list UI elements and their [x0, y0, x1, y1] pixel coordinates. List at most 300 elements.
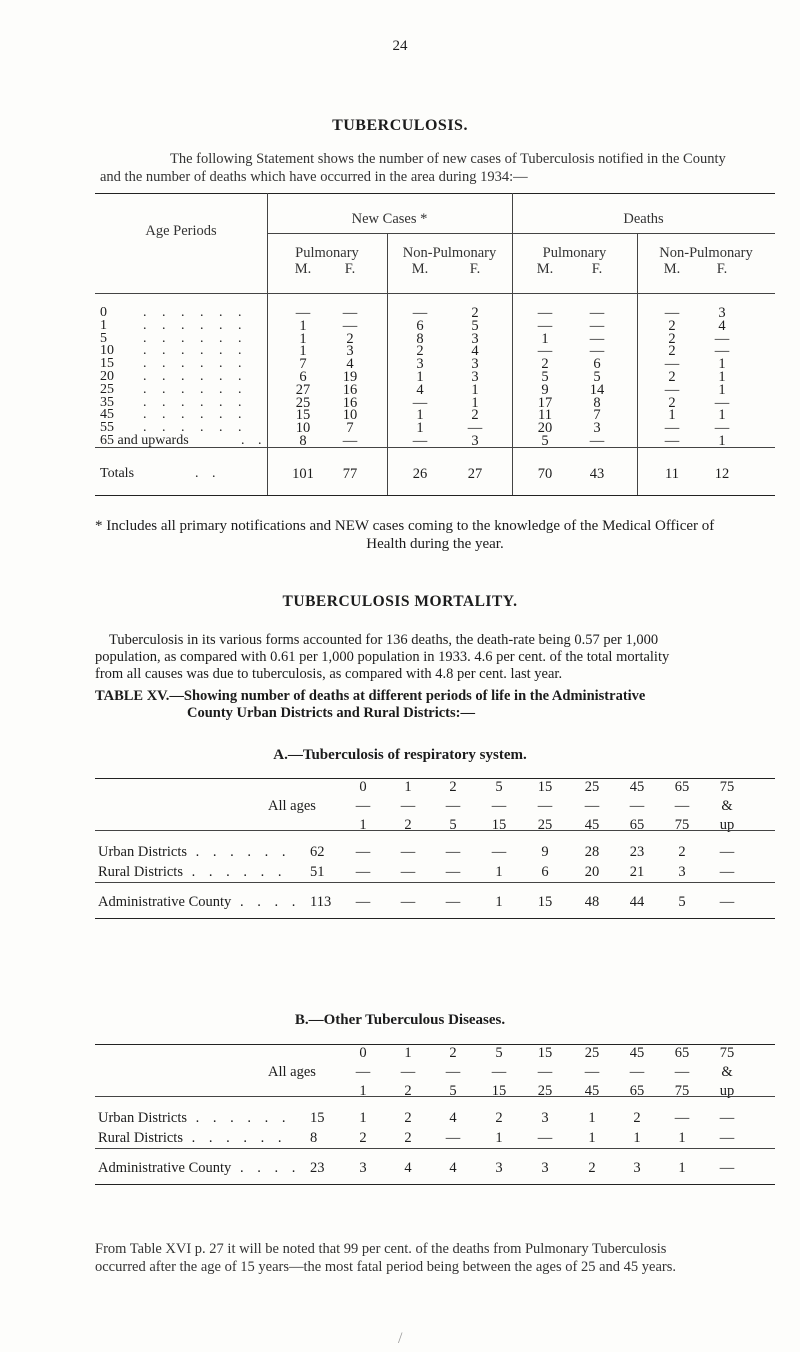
- table-cell: 6: [299, 369, 307, 385]
- table-cell: 9: [541, 844, 549, 860]
- page-number: 24: [392, 38, 408, 54]
- table-cell: 1: [299, 317, 307, 334]
- age-column-header: 75: [674, 817, 690, 833]
- district-label: [98, 1110, 291, 1127]
- table-cell: 2: [633, 1110, 641, 1126]
- table-cell: —: [400, 844, 416, 860]
- table-cell: 2: [416, 343, 424, 360]
- table-a-title: A.—Tuberculosis of respiratory system.: [273, 747, 527, 763]
- sex-header: M.: [411, 261, 429, 277]
- table-cell: —: [412, 305, 428, 321]
- table-cell: 2: [668, 317, 676, 334]
- table-cell: 15: [295, 407, 311, 424]
- table-cell: 1: [495, 1130, 503, 1146]
- table-cell: 2: [471, 305, 479, 321]
- table-bottom-rule: [95, 918, 775, 919]
- county-name: Administrative County: [98, 894, 232, 910]
- table-cell: —: [664, 356, 680, 373]
- intro-paragraph: [100, 150, 760, 186]
- table-cell: —: [714, 330, 730, 347]
- table-cell: 1: [299, 330, 307, 347]
- table-cell: 27: [295, 381, 311, 398]
- age-column-header: 15: [537, 779, 553, 795]
- mortality-line-2: population, as compared with 0.61 per 1,000 population in 1933. 4.6 per cent. of the total mortality: [95, 649, 670, 665]
- table-cell: —: [355, 864, 371, 880]
- table-cell: 2: [668, 330, 676, 347]
- table-cell: —: [719, 1130, 735, 1146]
- table-cell: 1: [471, 394, 479, 411]
- age-period-label: 10: [100, 343, 114, 359]
- age-column-header: 25: [537, 817, 553, 833]
- table-cell: 8: [416, 330, 424, 347]
- age-column-header: —: [629, 798, 645, 814]
- table-cell: 1: [633, 1130, 641, 1146]
- age-column-header: —: [355, 1064, 371, 1080]
- table-cell: —: [719, 1160, 735, 1176]
- sex-header: M.: [663, 261, 681, 277]
- table-cell: 48: [584, 894, 600, 910]
- age-column-header: 45: [584, 817, 600, 833]
- age-period-label: 5: [100, 330, 107, 346]
- table-cell: —: [445, 864, 461, 880]
- table-cell: —: [537, 343, 553, 360]
- table-cell: —: [664, 420, 680, 437]
- table-cell: 1: [718, 369, 726, 385]
- totals-cell: 11: [665, 466, 679, 482]
- table-cell: —: [589, 330, 605, 347]
- column-rule: [637, 233, 638, 495]
- column-rule: [387, 233, 388, 495]
- table-cell: —: [400, 864, 416, 880]
- age-column-header: —: [584, 798, 600, 814]
- age-column-header: 0: [359, 779, 367, 795]
- header-bottom-rule: [95, 830, 775, 831]
- table-cell: —: [342, 433, 358, 449]
- dot-leader: . . . . . .: [143, 330, 248, 346]
- table-cell: 11: [538, 407, 552, 424]
- dot-leader: . . . . . .: [143, 305, 248, 320]
- table-cell: 1: [588, 1110, 596, 1126]
- column-rule: [512, 193, 513, 495]
- age-period-label: 45: [100, 407, 114, 423]
- table-cell: 3: [541, 1160, 549, 1176]
- table-cell: 2: [588, 1160, 596, 1176]
- table-cell: 3: [541, 1110, 549, 1126]
- table-cell: —: [412, 433, 428, 449]
- table-cell: —: [719, 894, 735, 910]
- age-column-header: —: [584, 1064, 600, 1080]
- sub-header: Non-Pulmonary: [659, 245, 753, 261]
- table-top-rule: [95, 193, 775, 194]
- age-column-header: —: [400, 798, 416, 814]
- pencil-mark: /: [398, 1330, 403, 1347]
- table-cell: 15: [537, 894, 553, 910]
- table-cell: 2: [668, 343, 676, 360]
- table-cell: 5: [471, 317, 479, 334]
- table-cell: 3: [495, 1160, 503, 1176]
- table-cell: —: [664, 305, 680, 321]
- table-cell: —: [719, 1110, 735, 1126]
- all-ages-value: 62: [310, 844, 325, 860]
- table-cell: —: [589, 305, 605, 321]
- table-cell: 2: [495, 1110, 503, 1126]
- table-b: [95, 1044, 775, 1194]
- district-name: Rural Districts: [98, 864, 183, 880]
- age-period-label: 20: [100, 369, 114, 384]
- age-period-label: 1: [100, 317, 107, 333]
- totals-cell: 27: [467, 466, 483, 482]
- totals-cell: 70: [537, 466, 553, 482]
- totals-cell: 43: [589, 466, 605, 482]
- age-column-header: —: [445, 798, 461, 814]
- age-column-header: —: [629, 1064, 645, 1080]
- table-cell: 3: [471, 369, 479, 385]
- table-cell: 3: [359, 1160, 367, 1176]
- table-cell: 5: [541, 369, 549, 385]
- table-cell: —: [589, 433, 605, 449]
- table-cell: 3: [346, 343, 354, 360]
- deaths-header: Deaths: [623, 211, 664, 227]
- table-cell: 2: [346, 330, 354, 347]
- header-bottom-rule: [95, 293, 775, 294]
- table-cell: 9: [541, 381, 549, 398]
- footnote-line-2: Health during the year.: [366, 536, 504, 552]
- mortality-line-3: from all causes was due to tuberculosis, as compared with 4.8 per cent. last year.: [95, 666, 563, 682]
- table-cell: —: [537, 317, 553, 334]
- table-cell: —: [664, 433, 680, 449]
- age-column-header: 1: [404, 1045, 412, 1061]
- age-period-label: 0: [100, 305, 107, 320]
- header-divider: [267, 233, 775, 234]
- table-cell: 7: [299, 356, 307, 373]
- table-cell: 2: [404, 1110, 412, 1126]
- table-cell: —: [445, 1130, 461, 1146]
- table-xv-line-1: TABLE XV.—Showing number of deaths at different periods of life in the Administrative: [95, 688, 646, 704]
- district-name: Rural Districts: [98, 1130, 183, 1146]
- all-ages-value: 113: [310, 894, 332, 910]
- table-cell: 5: [541, 433, 549, 449]
- table-cell: 1: [718, 433, 726, 449]
- table-cell: 17: [537, 394, 553, 411]
- dot-leader: . . . . . .: [143, 356, 248, 372]
- age-column-header: 1: [359, 1083, 367, 1099]
- table-cell: 2: [471, 407, 479, 424]
- table-cell: 4: [471, 343, 479, 360]
- table-bottom-rule: [95, 1184, 775, 1185]
- age-column-header: 15: [537, 1045, 553, 1061]
- age-column-header: 1: [359, 817, 367, 833]
- table-cell: 7: [593, 407, 601, 424]
- footnote-line-1: * Includes all primary notifications and NEW cases coming to the knowledge of the Medical Officer of: [95, 518, 715, 534]
- closing-line-1: From Table XVI p. 27 it will be noted that 99 per cent. of the deaths from Pulmonary Tuberculosis: [95, 1241, 667, 1257]
- table-cell: 28: [584, 844, 600, 860]
- table-cell: 1: [416, 369, 424, 385]
- age-period-label: 35: [100, 394, 114, 410]
- table-cell: 4: [404, 1160, 412, 1176]
- dot-leader: . . . . . .: [143, 381, 248, 397]
- dot-leader: . . . . . .: [143, 317, 248, 333]
- table-bottom-rule: [95, 495, 775, 496]
- dot-leader: . .: [195, 466, 221, 481]
- table-cell: 1: [541, 330, 549, 347]
- table-cell: 2: [668, 369, 676, 385]
- age-column-header: &: [721, 798, 733, 814]
- table-a: [95, 778, 775, 928]
- table-cell: 3: [633, 1160, 641, 1176]
- table-cell: 4: [449, 1110, 457, 1126]
- age-column-header: 5: [495, 779, 503, 795]
- table-cell: —: [714, 343, 730, 360]
- footnote: [95, 517, 775, 553]
- table-cell: —: [674, 1110, 690, 1126]
- county-label: [98, 1160, 300, 1177]
- table-cell: 6: [541, 864, 549, 880]
- age-column-header: 0: [359, 1045, 367, 1061]
- totals-cell: 12: [714, 466, 730, 482]
- table-cell: 1: [416, 420, 424, 437]
- table-cell: 25: [295, 394, 311, 411]
- age-column-header: 15: [491, 1083, 507, 1099]
- dot-leader: . .: [241, 433, 267, 448]
- age-column-header: 65: [629, 1083, 645, 1099]
- age-column-header: —: [445, 1064, 461, 1080]
- age-column-header: —: [355, 798, 371, 814]
- closing-line-2: occurred after the age of 15 years—the most fatal period being between the ages of 25 and 45 years.: [95, 1259, 676, 1275]
- dot-leader: . . . . . .: [143, 407, 248, 423]
- table-cell: —: [445, 894, 461, 910]
- age-column-header: 1: [404, 779, 412, 795]
- table-cell: 1: [678, 1130, 686, 1146]
- age-column-header: —: [491, 1064, 507, 1080]
- table-cell: 1: [471, 381, 479, 398]
- table-cell: 1: [588, 1130, 596, 1146]
- table-cell: 1: [299, 343, 307, 360]
- mortality-line-1: [95, 632, 785, 649]
- dot-leader: . . . . . .: [182, 864, 287, 880]
- table-cell: —: [355, 894, 371, 910]
- intro-line-2: and the number of deaths which have occurred in the area during 1934:—: [100, 169, 528, 185]
- age-column-header: —: [537, 1064, 553, 1080]
- table-cell: 8: [593, 394, 601, 411]
- table-cell: 1: [668, 407, 676, 424]
- district-label: [98, 1130, 286, 1147]
- table-cell: 1: [416, 407, 424, 424]
- subtotal-rule: [95, 1148, 775, 1149]
- table-cell: —: [714, 394, 730, 411]
- table-cell: 4: [449, 1160, 457, 1176]
- age-column-header: 2: [404, 817, 412, 833]
- table-cell: 1: [678, 1160, 686, 1176]
- dot-leader: . . . . . .: [182, 1130, 287, 1146]
- notifications-table: [95, 193, 775, 497]
- age-column-header: up: [719, 1083, 735, 1099]
- age-column-header: 2: [404, 1083, 412, 1099]
- age-period-label: 15: [100, 356, 114, 372]
- sub-header: Pulmonary: [295, 245, 359, 261]
- sex-header: M.: [294, 261, 312, 277]
- age-column-header: 75: [719, 1045, 735, 1061]
- district-label: [98, 864, 286, 881]
- table-cell: —: [714, 420, 730, 437]
- table-cell: 16: [342, 394, 358, 411]
- mortality-line-1-text: Tuberculosis in its various forms accounted for 136 deaths, the death-rate being 0.57 per 1,000: [109, 632, 659, 648]
- totals-cell: 101: [292, 466, 314, 482]
- age-column-header: —: [537, 798, 553, 814]
- table-cell: 4: [718, 317, 726, 334]
- section-title: TUBERCULOSIS.: [332, 117, 468, 134]
- all-ages-value: 23: [310, 1160, 325, 1176]
- age-column-header: 75: [674, 1083, 690, 1099]
- table-cell: 3: [416, 356, 424, 373]
- sub-header: Pulmonary: [542, 245, 607, 261]
- age-period-label: 65 and upwards: [100, 433, 189, 448]
- county-label: [98, 894, 300, 911]
- table-cell: 6: [593, 356, 601, 373]
- age-column-header: —: [491, 798, 507, 814]
- table-cell: 14: [589, 381, 605, 398]
- all-ages-header: All ages: [268, 1064, 316, 1080]
- table-cell: —: [664, 381, 680, 398]
- sex-header: F.: [344, 261, 356, 277]
- table-cell: —: [295, 305, 311, 321]
- table-xv-line-2: County Urban Districts and Rural Districts:—: [187, 705, 475, 721]
- age-column-header: 65: [629, 817, 645, 833]
- table-cell: 5: [593, 369, 601, 385]
- table-cell: 1: [718, 381, 726, 398]
- table-cell: 3: [471, 433, 479, 449]
- age-column-header: 2: [449, 779, 457, 795]
- table-cell: 10: [295, 420, 311, 437]
- mortality-title: TUBERCULOSIS MORTALITY.: [282, 593, 518, 610]
- table-cell: —: [400, 894, 416, 910]
- table-cell: 20: [537, 420, 553, 437]
- table-cell: 2: [359, 1130, 367, 1146]
- age-period-label: 25: [100, 381, 114, 397]
- age-column-header: 25: [584, 1045, 600, 1061]
- age-column-header: 45: [629, 1045, 645, 1061]
- sex-header: M.: [536, 261, 554, 277]
- table-b-title: B.—Other Tuberculous Diseases.: [294, 1012, 506, 1028]
- table-cell: 3: [718, 305, 726, 321]
- table-cell: —: [537, 305, 553, 321]
- table-cell: 1: [359, 1110, 367, 1126]
- subtotal-rule: [95, 882, 775, 883]
- table-cell: —: [719, 844, 735, 860]
- table-xv-heading: [95, 688, 785, 722]
- sex-header: F.: [591, 261, 603, 277]
- table-cell: 1: [718, 407, 726, 424]
- age-column-header: —: [400, 1064, 416, 1080]
- dot-leader: . . . .: [231, 894, 301, 910]
- table-cell: 19: [342, 369, 358, 385]
- dot-leader: . . . . . .: [143, 343, 248, 359]
- district-name: Urban Districts: [98, 844, 187, 860]
- table-cell: 44: [629, 894, 645, 910]
- all-ages-header: All ages: [268, 798, 316, 814]
- closing-paragraph: [95, 1240, 785, 1276]
- table-cell: 1: [718, 356, 726, 373]
- table-cell: —: [355, 844, 371, 860]
- dot-leader: . . . . . .: [143, 394, 248, 410]
- table-cell: —: [537, 1130, 553, 1146]
- table-cell: 2: [541, 356, 549, 373]
- table-cell: 3: [471, 356, 479, 373]
- age-column-header: —: [674, 1064, 690, 1080]
- dot-leader: . . . . . .: [187, 1110, 291, 1126]
- age-column-header: 5: [495, 1045, 503, 1061]
- table-cell: —: [342, 305, 358, 321]
- age-column-header: 5: [449, 817, 457, 833]
- age-column-header: &: [721, 1064, 733, 1080]
- table-cell: 1: [495, 864, 503, 880]
- all-ages-value: 8: [310, 1130, 318, 1146]
- table-cell: 20: [584, 864, 600, 880]
- table-cell: —: [589, 317, 605, 334]
- mortality-paragraph: [95, 632, 785, 683]
- table-cell: 3: [471, 330, 479, 347]
- age-column-header: 65: [674, 1045, 690, 1061]
- table-cell: 1: [495, 894, 503, 910]
- all-ages-value: 15: [310, 1110, 325, 1126]
- table-cell: 2: [678, 844, 686, 860]
- table-cell: 16: [342, 381, 358, 398]
- totals-cell: 77: [342, 466, 358, 482]
- table-cell: 5: [678, 894, 686, 910]
- table-cell: —: [342, 317, 358, 334]
- district-name: Urban Districts: [98, 1110, 187, 1126]
- sex-header: F.: [716, 261, 728, 277]
- totals-cell: 26: [412, 466, 428, 482]
- age-column-header: 45: [629, 779, 645, 795]
- table-cell: 4: [346, 356, 354, 373]
- age-column-header: 75: [719, 779, 735, 795]
- age-column-header: —: [674, 798, 690, 814]
- sub-header: Non-Pulmonary: [402, 245, 497, 261]
- table-cell: 21: [629, 864, 645, 880]
- table-cell: 4: [416, 381, 424, 398]
- county-name: Administrative County: [98, 1160, 232, 1176]
- table-cell: 7: [346, 420, 354, 437]
- table-cell: —: [589, 343, 605, 360]
- table-cell: 3: [593, 420, 601, 437]
- table-cell: —: [412, 394, 428, 411]
- age-period-label: 55: [100, 420, 114, 436]
- age-column-header: 5: [449, 1083, 457, 1099]
- header-bottom-rule: [95, 1096, 775, 1097]
- intro-line-1: The following Statement shows the number of new cases of Tuberculosis notified in the County: [170, 151, 726, 167]
- table-cell: 2: [668, 394, 676, 411]
- dot-leader: . . . .: [231, 1160, 301, 1176]
- table-cell: —: [467, 420, 483, 437]
- dot-leader: . . . . . .: [143, 369, 248, 384]
- totals-label: Totals: [100, 466, 135, 481]
- all-ages-value: 51: [310, 864, 325, 880]
- table-cell: 23: [629, 844, 645, 860]
- table-cell: 10: [342, 407, 358, 424]
- table-cell: —: [491, 844, 507, 860]
- table-cell: 2: [404, 1130, 412, 1146]
- age-column-header: up: [719, 817, 735, 833]
- age-column-header: 25: [537, 1083, 553, 1099]
- table-cell: 3: [678, 864, 686, 880]
- new-cases-header: New Cases *: [351, 211, 428, 227]
- dot-leader: . . . . . .: [143, 420, 248, 436]
- age-column-header: 2: [449, 1045, 457, 1061]
- sex-header: F.: [469, 261, 481, 277]
- table-cell: 8: [299, 433, 307, 449]
- district-label: [98, 844, 291, 861]
- table-cell: —: [445, 844, 461, 860]
